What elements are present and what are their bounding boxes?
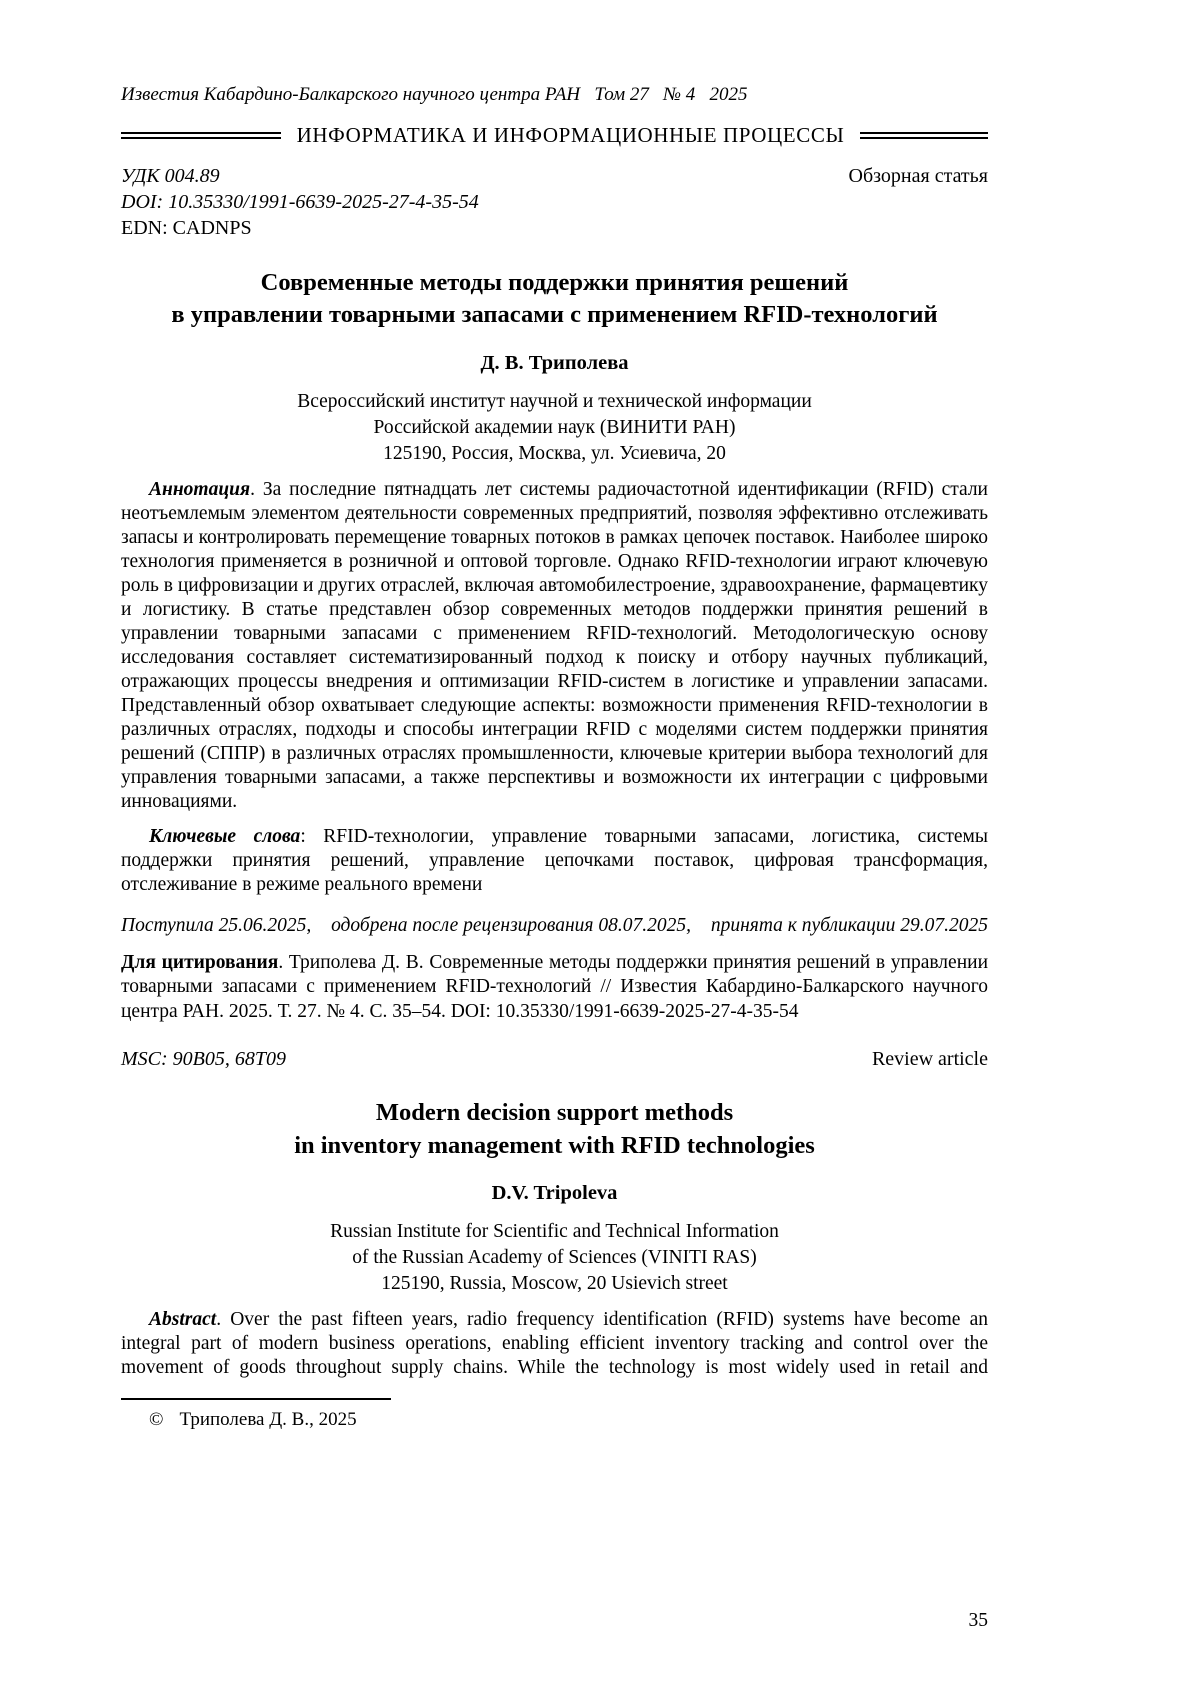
author-ru: Д. В. Триполева: [480, 351, 629, 374]
date-revised: одобрена после рецензирования 08.07.2025,: [331, 914, 691, 936]
affiliation-ru-line1: Всероссийский институт научной и технической информации: [297, 390, 812, 412]
section-heading: [121, 123, 988, 148]
keywords-ru-label: Ключевые слова: [149, 825, 301, 847]
article-title-ru-line1: Современные методы поддержки принятия решений: [260, 269, 849, 296]
abstract-en-label: Abstract: [149, 1309, 217, 1331]
abstract-ru-label: Аннотация: [149, 479, 251, 501]
keywords-ru-text: : RFID-технологии, управление товарными запасами, логистика, системы поддержки принятия решений, управление цепочками поставок, цифровая трансформация, отслеживание в режиме реального времени: [121, 825, 988, 895]
affiliation-en-line2: of the Russian Academy of Sciences (VINITI RAS): [352, 1247, 757, 1269]
affiliation-ru-line2: Российской академии наук (ВИНИТИ РАН): [373, 416, 736, 438]
affiliation-ru-line3: 125190, Россия, Москва, ул. Усиевича, 20: [383, 442, 726, 464]
affiliation-en: [121, 1219, 988, 1297]
article-title-ru-line2: в управлении товарными запасами с применением RFID-технологий: [171, 301, 938, 329]
section-title: ИНФОРМАТИКА И ИНФОРМАЦИОННЫЕ ПРОЦЕССЫ: [296, 123, 845, 147]
article-title-en: [121, 1097, 988, 1162]
article-title-ru: [121, 267, 988, 332]
article-dates: [121, 915, 988, 937]
copyright-symbol: ©: [149, 1409, 164, 1431]
article-type-en: Review article: [871, 1048, 988, 1071]
author-en: D.V. Tripoleva: [491, 1182, 618, 1205]
date-accepted: принята к публикации 29.07.2025: [710, 914, 988, 936]
journal-header: Известия Кабардино-Балкарского научного центра РАН Том 27 № 4 2025: [121, 84, 748, 105]
copyright-text: Триполева Д. В., 2025: [179, 1409, 357, 1431]
article-type-ru: Обзорная статья: [848, 165, 988, 187]
abstract-ru-text: . За последние пятнадцать лет системы радиочастотной идентификации (RFID) стали неотъемлемым элементом деятельности современных предприятий, позволяя эффективно отслеживать запасы и контролировать перемещение товарных потоков в рамках цепочек поставок. Наиболее широко технология применяется в розничной и оптовой торговле. Однако RFID-технологии играют ключевую роль в цифровизации и других отраслей, включая автомобилестроение, здравоохранение, фармацевтику и логистику. В статье представлен обзор современных методов поддержки принятия решений в управлении товарными запасами с применением RFID-технологий. Методологическую основу исследования составляет систематизированный подход к поиску и отбору научных публикаций, отражающих процессы внедрения и оптимизации RFID-систем в логистике и управлении запасами. Представленный обзор охватывает следующие аспекты: возможности применения RFID-технологии в различных отраслях, подходы и способы интеграции RFID с моделями систем поддержки принятия решений (СППР) в различных отраслях промышленности, ключевые критерии выбора технологий для управления товарными запасами, а также перспективы и возможности их интеграции с цифровыми инновациями.: [121, 479, 989, 812]
date-received: Поступила 25.06.2025,: [121, 914, 312, 936]
edn-line: EDN: CADNPS: [121, 217, 252, 239]
affiliation-en-line3: 125190, Russia, Moscow, 20 Usievich street: [381, 1273, 728, 1295]
footnote-rule: [121, 1398, 391, 1400]
article-title-en-line1: Modern decision support methods: [375, 1099, 734, 1127]
copyright-line: [121, 1409, 988, 1431]
udk-code: УДК 004.89: [121, 165, 220, 187]
udk-row: [121, 163, 988, 189]
double-rule-right: [860, 132, 988, 139]
abstract-en-text: . Over the past fifteen years, radio frequency identification (RFID) systems have become an integral part of modern business operations, enabling efficient inventory tracking and control over the movement of goods throughout supply chains. While the technology is most widely used in retail and: [121, 1309, 988, 1379]
article-title-en-line2: in inventory management with RFID technologies: [294, 1131, 815, 1159]
affiliation-en-line1: Russian Institute for Scientific and Technical Information: [330, 1221, 779, 1243]
article-meta-en: [121, 1048, 988, 1071]
msc-code: MSC: 90B05, 68T09: [121, 1048, 286, 1071]
citation-ru-label: Для цитирования: [121, 951, 279, 973]
keywords-ru: [121, 825, 988, 897]
abstract-ru: [121, 478, 988, 814]
page-number: 35: [968, 1610, 988, 1631]
doi-line: DOI: 10.35330/1991-6639-2025-27-4-35-54: [121, 191, 479, 213]
article-meta-ru: [121, 163, 988, 241]
citation-ru: [121, 951, 988, 1025]
affiliation-ru: [121, 389, 988, 467]
double-rule-left: [121, 132, 281, 139]
citation-ru-text: . Триполева Д. В. Современные методы поддержки принятия решений в управлении товарными запасами с применением RFID-технологий // Известия Кабардино-Балкарского научного центра РАН. 2025. Т. 27. № 4. С. 35–54. DOI: 10.35330/1991-6639-2025-27-4-35-54: [121, 951, 988, 1022]
abstract-en: [121, 1308, 988, 1380]
